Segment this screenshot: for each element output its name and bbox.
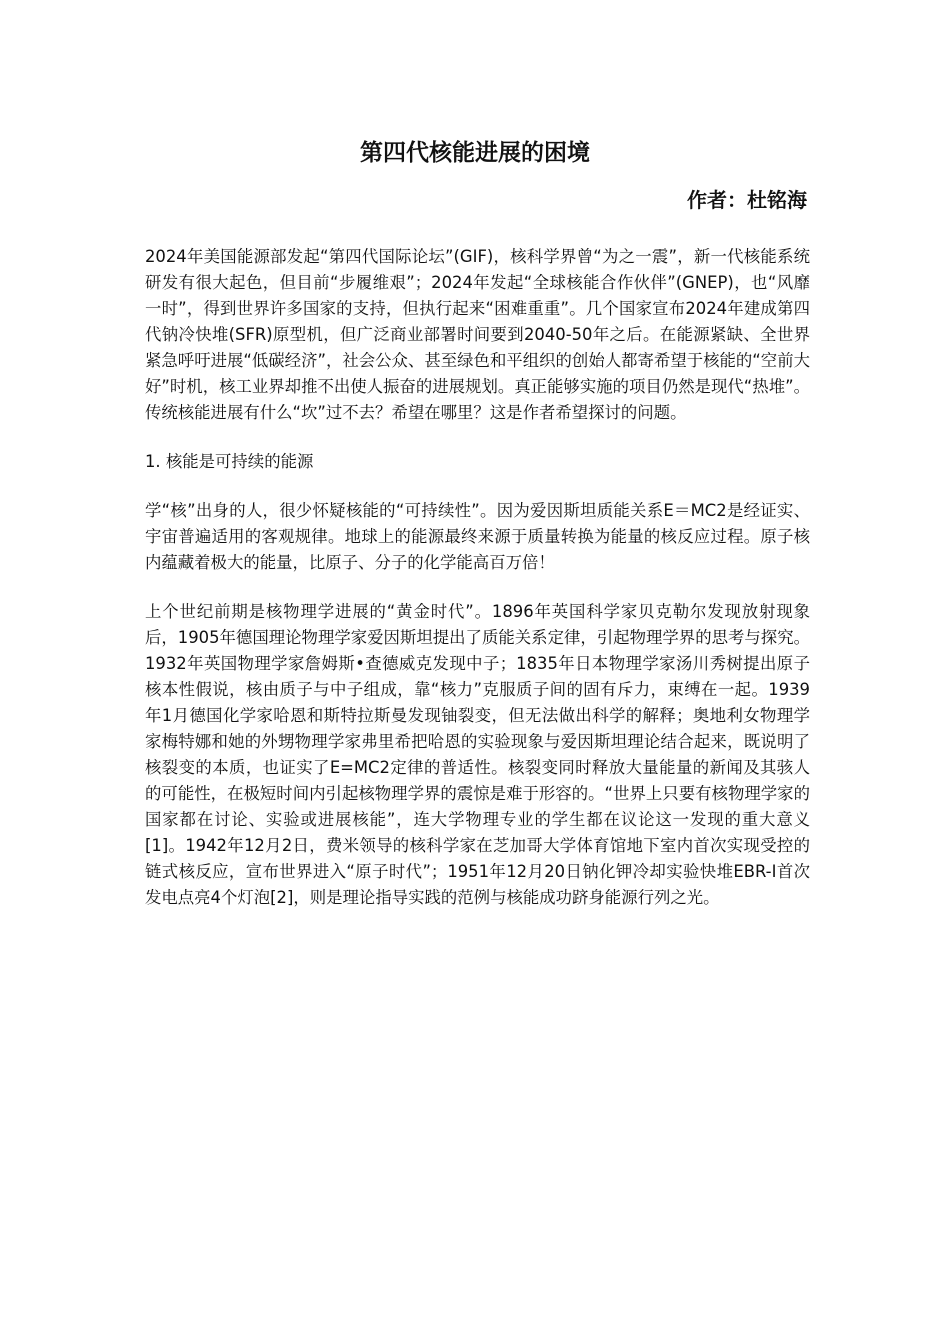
- intro-paragraph: 2024年美国能源部发起“第四代国际论坛”(GIF)，核科学界曾“为之一震”，新一代核能系统研发有很大起色，但目前“步履维艰”；2024年发起“全球核能合作伙伴”(GNEP)，也“风靡一时”，得到世界许多国家的支持，但执行起来“困难重重”。几个国家宣布2024年建成第四代钠冷快堆(SFR)原型机，但广泛商业部署时间要到2040-50年之后。在能源紧缺、全世界紧急呼吁进展“低碳经济”，社会公众、甚至绿色和平组织的创始人都寄希望于核能的“空前大好”时机，核工业界却推不出使人振奋的进展规划。真正能够实施的项目仍然是现代“热堆”。传统核能进展有什么“坎”过不去？希望在哪里？这是作者希望探讨的问题。: [145, 247, 810, 422]
- body-paragraph: 上个世纪前期是核物理学进展的“黄金时代”。1896年英国科学家贝克勒尔发现放射现象后，1905年德国理论物理学家爱因斯坦提出了质能关系定律，引起物理学界的思考与探究。1932年英国物理学家詹姆斯•查德威克发现中子；1835年日本物理学家汤川秀树提出原子核本性假说，核由质子与中子组成，靠“核力”克服质子间的固有斥力，束缚在一起。1939年1月德国化学家哈恩和斯特拉斯曼发现铀裂变，但无法做出科学的解释；奥地利女物理学家梅特娜和她的外甥物理学家弗里希把哈恩的实验现象与爱因斯坦理论结合起来，既说明了核裂变的本质，也证实了E=MC2定律的普适性。核裂变同时释放大量能量的新闻及其骇人的可能性，在极短时间内引起核物理学界的震惊是难于形容的。“世界上只要有核物理学家的国家都在讨论、实验或进展核能”，连大学物理专业的学生都在议论这一发现的重大意义[1]。1942年12月2日，费米领导的核科学家在芝加哥大学体育馆地下室内首次实现受控的链式核反应，宣布世界进入“原子时代”；1951年12月20日钠化钾冷却实验快堆EBR-I首次发电点亮4个灯泡[2]，则是理论指导实践的范例与核能成功跻身能源行列之光。: [145, 602, 810, 907]
- section-heading: 1. 核能是可持续的能源: [145, 452, 314, 471]
- document-title: 第四代核能进展的困境: [360, 140, 590, 166]
- document-body: [145, 244, 810, 934]
- document-author: 作者：杜铭海: [687, 188, 807, 212]
- body-paragraph: 学“核”出身的人，很少怀疑核能的“可持续性”。因为爱因斯坦质能关系E＝MC2是经证实、宇宙普遍适用的客观规律。地球上的能源最终来源于质量转换为能量的核反应过程。原子核内蕴藏着极大的能量，比原子、分子的化学能高百万倍！: [145, 501, 810, 572]
